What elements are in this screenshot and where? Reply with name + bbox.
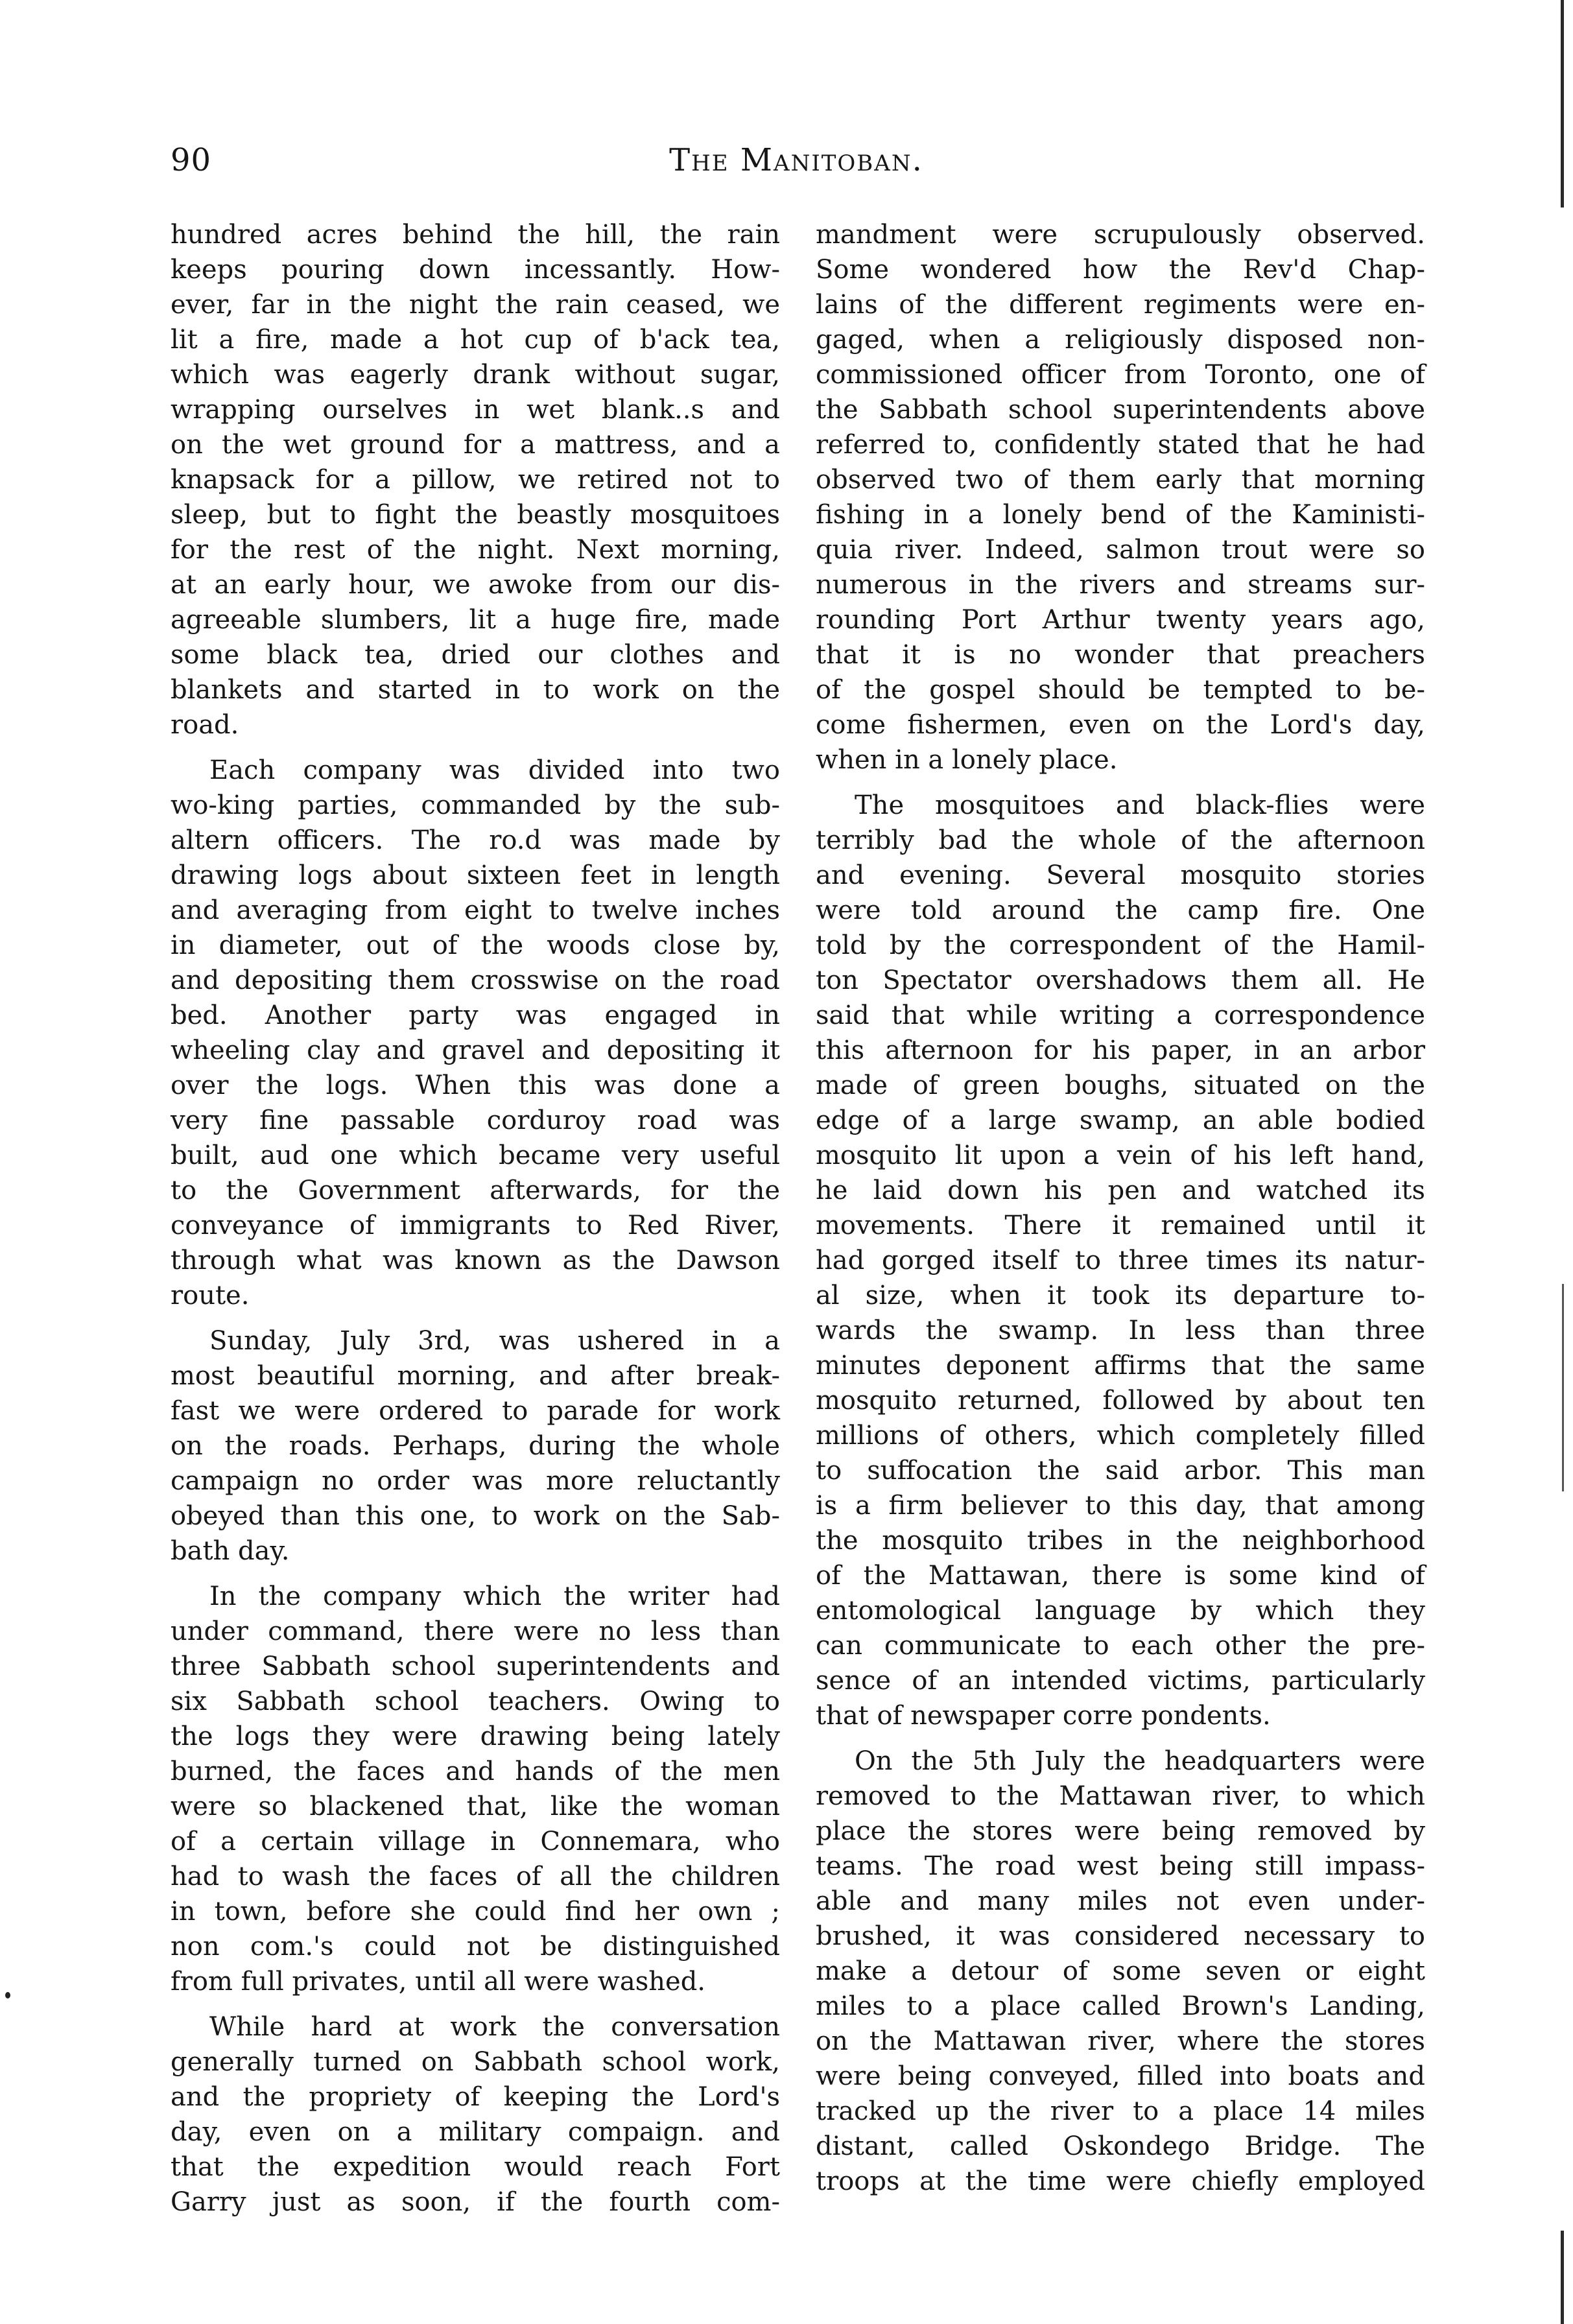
text-line: on the wet ground for a mattress, and a: [171, 430, 780, 460]
text-line: tracked up the river to a place 14 miles: [816, 2096, 1425, 2126]
text-line: ton Spectator overshadows them all. He: [816, 966, 1425, 995]
text-line: under command, there were no less than: [171, 1617, 780, 1646]
right-column: [816, 217, 1425, 2199]
text-line: miles to a place called Brown's Landing,: [816, 1991, 1425, 2021]
text-line: non com.'s could not be distinguished: [171, 1932, 780, 1962]
text-line: that of newspaper corre pondents.: [816, 1701, 1271, 1731]
text-line: built, aud one which became very useful: [171, 1141, 780, 1170]
text-line: three Sabbath school superintendents and: [171, 1652, 780, 1681]
text-line: the logs they were drawing being lately: [171, 1722, 780, 1751]
text-line: wrapping ourselves in wet blank..s and: [171, 395, 780, 425]
text-line: minutes deponent affirms that the same: [816, 1351, 1425, 1381]
text-line: had to wash the faces of all the children: [171, 1862, 780, 1891]
text-line: numerous in the rivers and streams sur-: [816, 570, 1425, 600]
text-line: commissioned officer from Toronto, one of: [816, 360, 1425, 390]
text-line: Sunday, July 3rd, was ushered in a: [209, 1326, 780, 1356]
text-line: agreeable slumbers, lit a huge fire, made: [171, 605, 780, 635]
text-line: at an early hour, we awoke from our dis-: [171, 570, 780, 600]
text-line: were told around the camp fire. One: [816, 895, 1425, 925]
page-number: 90: [171, 142, 212, 178]
paragraph: [816, 217, 1425, 777]
text-line: While hard at work the conversation: [209, 2012, 780, 2042]
text-line: come fishermen, even on the Lord's day,: [816, 710, 1425, 740]
text-line: and depositing them crosswise on the road: [171, 966, 780, 995]
text-line: ever, far in the night the rain ceased, we: [171, 290, 780, 320]
text-line: hundred acres behind the hill, the rain: [171, 220, 780, 250]
text-line: conveyance of immigrants to Red River,: [171, 1211, 780, 1240]
paragraph: [816, 788, 1425, 1733]
text-line: drawing logs about sixteen feet in length: [171, 860, 780, 890]
text-line: for the rest of the night. Next morning,: [171, 535, 780, 565]
text-line: route.: [171, 1281, 250, 1310]
text-line: Garry just as soon, if the fourth com-: [171, 2187, 780, 2217]
page-header: [171, 133, 1422, 191]
paragraph: [816, 1744, 1425, 2199]
text-line: burned, the faces and hands of the men: [171, 1757, 780, 1786]
text-line: able and many miles not even under-: [816, 1886, 1425, 1916]
text-line: told by the correspondent of the Hamil-: [816, 931, 1425, 960]
text-line: keeps pouring down incessantly. How-: [171, 255, 780, 285]
text-line: sleep, but to fight the beastly mosquitoes: [171, 500, 780, 530]
text-line: altern officers. The ro.d was made by: [171, 825, 780, 855]
text-line: troops at the time were chiefly employed: [816, 2166, 1425, 2196]
text-line: Each company was divided into two: [209, 755, 780, 785]
text-line: day, even on a military compaign. and: [171, 2117, 780, 2147]
text-line: movements. There it remained until it: [816, 1211, 1425, 1240]
text-line: mosquito returned, followed by about ten: [816, 1386, 1425, 1416]
text-line: al size, when it took its departure to-: [816, 1281, 1425, 1310]
text-line: bed. Another party was engaged in: [171, 1001, 780, 1030]
text-line: from full privates, until all were washed.: [171, 1967, 706, 1997]
text-line: generally turned on Sabbath school work,: [171, 2047, 780, 2077]
text-line: and evening. Several mosquito stories: [816, 860, 1425, 890]
text-line: wards the swamp. In less than three: [816, 1316, 1425, 1346]
text-line: quia river. Indeed, salmon trout were so: [816, 535, 1425, 565]
text-line: make a detour of some seven or eight: [816, 1956, 1425, 1986]
text-line: removed to the Mattawan river, to which: [816, 1781, 1425, 1811]
text-line: of the gospel should be tempted to be-: [816, 675, 1425, 705]
text-line: and the propriety of keeping the Lord's: [171, 2082, 780, 2112]
text-line: wo-king parties, commanded by the sub-: [171, 790, 780, 820]
text-line: lains of the different regiments were en-: [816, 290, 1425, 320]
text-line: lit a fire, made a hot cup of b'ack tea,: [171, 325, 780, 355]
text-line: some black tea, dried our clothes and: [171, 640, 780, 670]
text-line: of the Mattawan, there is some kind of: [816, 1561, 1425, 1591]
text-line: edge of a large swamp, an able bodied: [816, 1106, 1425, 1135]
text-line: entomological language by which they: [816, 1596, 1425, 1626]
text-line: rounding Port Arthur twenty years ago,: [816, 605, 1425, 635]
scan-edge-mark: [1562, 1284, 1564, 1491]
text-line: to the Government afterwards, for the: [171, 1176, 780, 1205]
text-line: sence of an intended victims, particularly: [816, 1666, 1425, 1696]
text-line: that the expedition would reach Fort: [171, 2152, 780, 2182]
text-line: very fine passable corduroy road was: [171, 1106, 780, 1135]
text-line: were so blackened that, like the woman: [171, 1792, 780, 1821]
text-line: Some wondered how the Rev'd Chap-: [816, 255, 1425, 285]
text-line: road.: [171, 710, 239, 740]
text-line: this afternoon for his paper, in an arbor: [816, 1036, 1425, 1065]
text-line: of a certain village in Connemara, who: [171, 1827, 780, 1856]
text-line: mosquito lit upon a vein of his left hand,: [816, 1141, 1425, 1170]
text-line: most beautiful morning, and after break-: [171, 1361, 780, 1391]
text-line: obeyed than this one, to work on the Sab-: [171, 1501, 780, 1531]
text-line: were being conveyed, filled into boats and: [816, 2061, 1425, 2091]
text-line: in diameter, out of the woods close by,: [171, 931, 780, 960]
text-line: had gorged itself to three times its natur-: [816, 1246, 1425, 1275]
paragraph: [171, 753, 780, 1313]
text-line: campaign no order was more reluctantly: [171, 1466, 780, 1496]
text-line: brushed, it was considered necessary to: [816, 1921, 1425, 1951]
text-line: terribly bad the whole of the afternoon: [816, 825, 1425, 855]
text-line: In the company which the writer had: [209, 1582, 780, 1611]
text-line: the mosquito tribes in the neighborhood: [816, 1526, 1425, 1556]
text-line: mandment were scrupulously observed.: [816, 220, 1425, 250]
text-line: made of green boughs, situated on the: [816, 1071, 1425, 1100]
scan-speck: [5, 1992, 10, 1998]
text-line: place the stores were being removed by: [816, 1816, 1425, 1846]
paragraph: [171, 1323, 780, 1569]
text-line: on the Mattawan river, where the stores: [816, 2026, 1425, 2056]
text-line: when in a lonely place.: [816, 745, 1118, 775]
text-line: over the logs. When this was done a: [171, 1071, 780, 1100]
text-line: six Sabbath school teachers. Owing to: [171, 1687, 780, 1716]
text-line: on the roads. Perhaps, during the whole: [171, 1431, 780, 1461]
text-line: referred to, confidently stated that he had: [816, 430, 1425, 460]
text-line: gaged, when a religiously disposed non-: [816, 325, 1425, 355]
paragraph: [171, 217, 780, 742]
text-line: teams. The road west being still impass-: [816, 1851, 1425, 1881]
text-line: the Sabbath school superintendents above: [816, 395, 1425, 425]
running-head: The Manitoban.: [669, 142, 923, 178]
paragraph: [171, 2010, 780, 2220]
left-column: [171, 217, 780, 2220]
text-line: blankets and started in to work on the: [171, 675, 780, 705]
text-line: fishing in a lonely bend of the Kaministi-: [816, 500, 1425, 530]
text-line: On the 5th July the headquarters were: [855, 1746, 1425, 1776]
text-line: in town, before she could find her own ;: [171, 1897, 780, 1927]
text-line: can communicate to each other the pre-: [816, 1631, 1425, 1661]
text-line: wheeling clay and gravel and depositing it: [171, 1036, 780, 1065]
text-line: said that while writing a correspondence: [816, 1001, 1425, 1030]
text-line: which was eagerly drank without sugar,: [171, 360, 780, 390]
paragraph: [171, 1579, 780, 1999]
text-line: The mosquitoes and black-flies were: [855, 790, 1425, 820]
text-line: he laid down his pen and watched its: [816, 1176, 1425, 1205]
text-line: fast we were ordered to parade for work: [171, 1396, 780, 1426]
text-line: through what was known as the Dawson: [171, 1246, 780, 1275]
text-line: that it is no wonder that preachers: [816, 640, 1425, 670]
text-line: millions of others, which completely filled: [816, 1421, 1425, 1451]
text-line: is a firm believer to this day, that among: [816, 1491, 1425, 1521]
text-line: observed two of them early that morning: [816, 465, 1425, 495]
scan-edge-mark: [1561, 2231, 1564, 2324]
text-line: distant, called Oskondego Bridge. The: [816, 2131, 1425, 2161]
text-line: to suffocation the said arbor. This man: [816, 1456, 1425, 1486]
scan-edge-mark: [1561, 0, 1564, 208]
text-line: knapsack for a pillow, we retired not to: [171, 465, 780, 495]
text-line: bath day.: [171, 1536, 290, 1566]
text-line: and averaging from eight to twelve inches: [171, 895, 780, 925]
